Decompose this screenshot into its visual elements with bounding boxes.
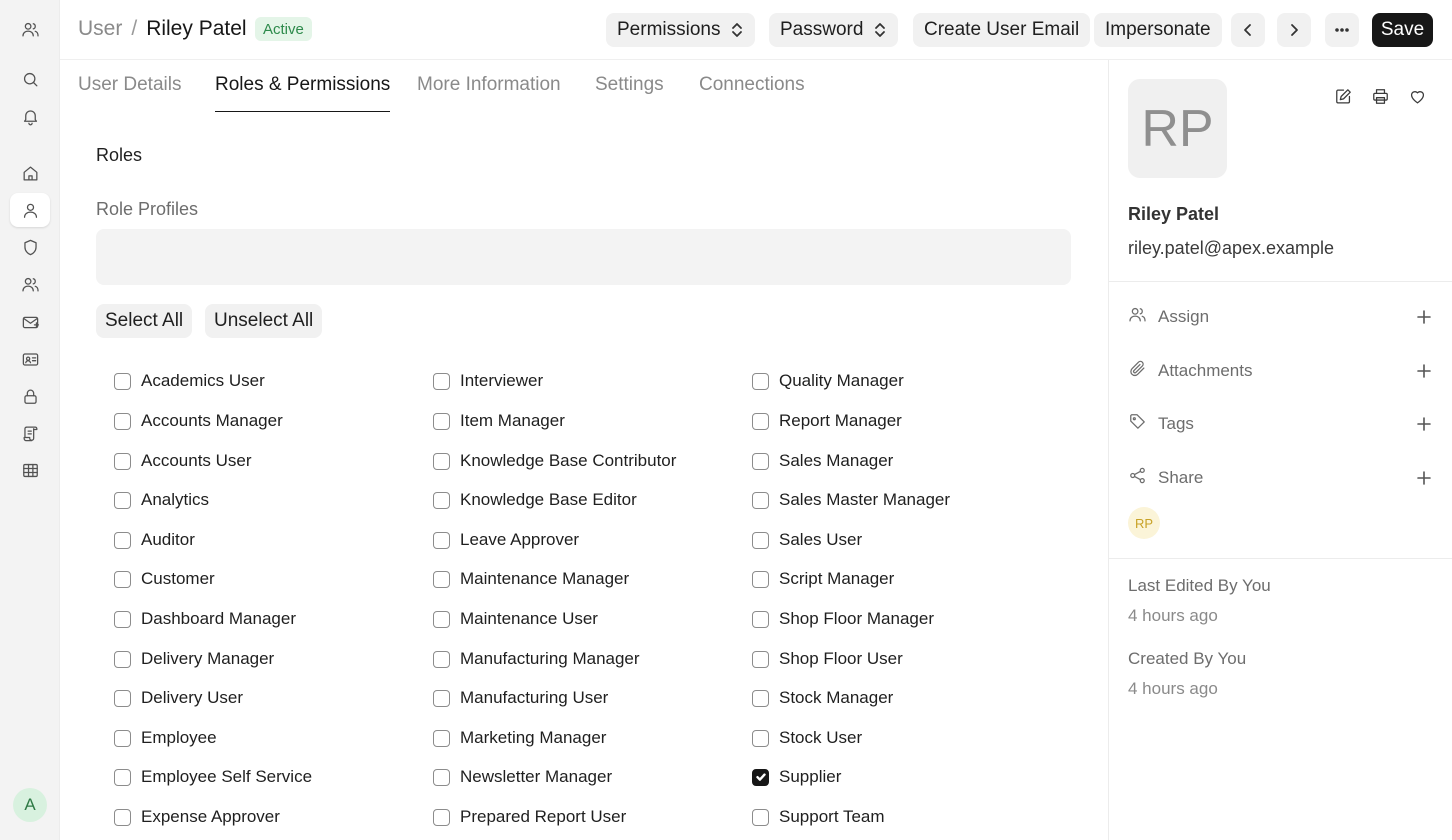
- role-checkbox[interactable]: [433, 611, 450, 628]
- role-checkbox[interactable]: [752, 769, 769, 786]
- table-icon[interactable]: [10, 453, 50, 487]
- role-label: Quality Manager: [779, 371, 904, 390]
- role-label: Shop Floor Manager: [779, 609, 934, 628]
- role-label: Employee Self Service: [141, 767, 313, 786]
- tab-user-details[interactable]: User Details: [78, 74, 182, 95]
- role-checkbox-row[interactable]: [752, 607, 934, 631]
- role-label: Prepared Report User: [460, 807, 627, 826]
- role-checkbox-row[interactable]: [752, 488, 950, 512]
- role-checkbox[interactable]: [752, 730, 769, 747]
- role-checkbox[interactable]: [433, 769, 450, 786]
- lock-icon[interactable]: [10, 379, 50, 413]
- role-checkbox-row[interactable]: [433, 488, 637, 512]
- role-checkbox-row[interactable]: [114, 647, 274, 671]
- page-header: [60, 0, 1452, 60]
- more-horizontal-icon: [1334, 22, 1350, 38]
- role-checkbox-row[interactable]: [114, 369, 265, 393]
- role-checkbox-row[interactable]: [752, 765, 841, 789]
- last-edited-time: 4 hours ago: [1128, 606, 1218, 625]
- previous-button[interactable]: [1231, 13, 1265, 47]
- role-checkbox-row[interactable]: [114, 449, 252, 473]
- tag-icon: [1128, 412, 1147, 436]
- breadcrumb-parent[interactable]: User: [78, 17, 123, 40]
- role-label: Marketing Manager: [460, 728, 607, 747]
- role-checkbox-row[interactable]: [114, 686, 243, 710]
- role-label: Auditor: [141, 530, 195, 549]
- role-label: Delivery User: [141, 688, 244, 707]
- assign-row[interactable]: [1128, 303, 1434, 331]
- role-label: Shop Floor User: [779, 649, 903, 668]
- share-icon: [1128, 466, 1147, 490]
- role-label: Interviewer: [460, 371, 544, 390]
- search-icon[interactable]: [10, 62, 50, 96]
- role-profiles-label: Role Profiles: [96, 199, 199, 219]
- scroll-icon[interactable]: [10, 416, 50, 450]
- team-icon[interactable]: [10, 267, 50, 301]
- role-checkbox[interactable]: [114, 651, 131, 668]
- role-checkbox[interactable]: [114, 611, 131, 628]
- role-label: Manufacturing Manager: [460, 649, 640, 668]
- role-checkbox-row[interactable]: [752, 647, 903, 671]
- role-checkbox-row[interactable]: [752, 369, 904, 393]
- role-checkbox-row[interactable]: [752, 528, 862, 552]
- role-label: Maintenance Manager: [460, 569, 630, 588]
- save-button[interactable]: Save: [1372, 13, 1433, 47]
- role-checkbox-row[interactable]: [752, 686, 893, 710]
- role-checkbox[interactable]: [433, 373, 450, 390]
- role-label: Knowledge Base Editor: [460, 490, 637, 509]
- paperclip-icon: [1128, 359, 1147, 383]
- current-user-avatar[interactable]: A: [13, 788, 47, 822]
- role-label: Report Manager: [779, 411, 902, 430]
- role-label: Employee: [141, 728, 217, 747]
- divider: [1109, 281, 1452, 282]
- add-attachment-icon[interactable]: [1414, 361, 1434, 381]
- left-sidebar: [0, 0, 60, 840]
- role-checkbox[interactable]: [114, 809, 131, 826]
- role-checkbox-row[interactable]: [433, 449, 676, 473]
- role-checkbox[interactable]: [752, 453, 769, 470]
- main-content: [60, 112, 1108, 840]
- role-label: Expense Approver: [141, 807, 280, 826]
- chevron-up-down-icon: [873, 21, 887, 39]
- role-checkbox[interactable]: [433, 453, 450, 470]
- role-checkbox-row[interactable]: [114, 488, 209, 512]
- role-checkbox-row[interactable]: [114, 805, 280, 829]
- bell-icon[interactable]: [10, 99, 50, 133]
- role-checkbox[interactable]: [752, 413, 769, 430]
- role-checkbox-row[interactable]: [752, 449, 893, 473]
- user-avatar[interactable]: RP: [1128, 79, 1227, 178]
- check-icon: [755, 771, 767, 783]
- section-title: Roles: [96, 145, 143, 165]
- role-checkbox[interactable]: [433, 690, 450, 707]
- role-checkbox-row[interactable]: [752, 567, 894, 591]
- tab-roles-permissions[interactable]: Roles & Permissions: [215, 74, 390, 112]
- role-checkbox[interactable]: [752, 611, 769, 628]
- role-checkbox[interactable]: [752, 532, 769, 549]
- password-label: Password: [780, 19, 864, 40]
- role-checkbox[interactable]: [114, 413, 131, 430]
- role-checkbox[interactable]: [114, 730, 131, 747]
- role-checkbox[interactable]: [433, 809, 450, 826]
- tab-settings[interactable]: Settings: [595, 74, 664, 95]
- edit-icon[interactable]: [1331, 84, 1355, 108]
- breadcrumb: [78, 17, 247, 41]
- id-card-icon[interactable]: [10, 342, 50, 376]
- role-label: Accounts Manager: [141, 411, 283, 430]
- role-checkbox-row[interactable]: [752, 409, 902, 433]
- role-label: Sales Master Manager: [779, 490, 951, 509]
- sidebar-user-name: Riley Patel: [1128, 204, 1220, 224]
- role-profiles-input[interactable]: [96, 229, 1071, 285]
- form-sidebar: [1108, 60, 1452, 840]
- add-tag-icon[interactable]: [1414, 414, 1434, 434]
- add-share-icon[interactable]: [1414, 468, 1434, 488]
- role-label: Sales User: [779, 530, 863, 549]
- role-checkbox[interactable]: [752, 373, 769, 390]
- form-tabs: [60, 60, 1108, 112]
- more-options-button[interactable]: [1325, 13, 1359, 47]
- role-checkbox[interactable]: [433, 651, 450, 668]
- divider: [1109, 558, 1452, 559]
- role-checkbox-row[interactable]: [114, 528, 195, 552]
- role-label: Sales Manager: [779, 451, 894, 470]
- role-label: Customer: [141, 569, 215, 588]
- role-checkbox-row[interactable]: [114, 409, 283, 433]
- tags-label: Tags: [1158, 414, 1194, 433]
- last-edited-label: Last Edited By You: [1128, 576, 1271, 595]
- role-label: Manufacturing User: [460, 688, 609, 707]
- role-checkbox[interactable]: [752, 651, 769, 668]
- role-checkbox-row[interactable]: [752, 726, 862, 750]
- role-label: Script Manager: [779, 569, 895, 588]
- role-checkbox[interactable]: [433, 532, 450, 549]
- password-dropdown[interactable]: [769, 13, 898, 47]
- role-checkbox[interactable]: [114, 492, 131, 509]
- shield-icon[interactable]: [10, 230, 50, 264]
- role-checkbox-row[interactable]: [433, 686, 608, 710]
- home-icon[interactable]: [10, 156, 50, 190]
- add-assign-icon[interactable]: [1414, 307, 1434, 327]
- share-row[interactable]: [1128, 464, 1434, 492]
- role-label: Delivery Manager: [141, 649, 275, 668]
- permissions-dropdown[interactable]: [606, 13, 755, 47]
- users-icon[interactable]: [10, 12, 50, 46]
- attachments-label: Attachments: [1158, 361, 1253, 380]
- role-checkbox[interactable]: [433, 730, 450, 747]
- create-user-email-button[interactable]: Create User Email: [913, 13, 1090, 47]
- page-title: Riley Patel: [146, 17, 247, 40]
- role-checkbox[interactable]: [114, 769, 131, 786]
- status-badge: Active: [255, 17, 312, 41]
- user-icon[interactable]: [10, 193, 50, 227]
- print-icon[interactable]: [1368, 84, 1392, 108]
- role-checkbox-row[interactable]: [433, 647, 640, 671]
- sidebar-user-email: riley.patel@apex.example: [1128, 238, 1335, 258]
- role-label: Stock Manager: [779, 688, 894, 707]
- select-all-button[interactable]: Select All: [96, 304, 192, 338]
- role-label: Supplier: [779, 767, 842, 786]
- role-checkbox-row[interactable]: [433, 805, 626, 829]
- role-checkbox[interactable]: [114, 453, 131, 470]
- role-checkbox-row[interactable]: [433, 765, 612, 789]
- role-checkbox-row[interactable]: [433, 726, 606, 750]
- role-checkbox-row[interactable]: [114, 765, 312, 789]
- role-label: Support Team: [779, 807, 885, 826]
- role-checkbox-row[interactable]: [752, 805, 885, 829]
- shared-user-avatar[interactable]: RP: [1128, 507, 1160, 539]
- impersonate-button[interactable]: Impersonate: [1094, 13, 1222, 47]
- role-checkbox-row[interactable]: [114, 607, 296, 631]
- role-checkbox[interactable]: [752, 492, 769, 509]
- chevron-up-down-icon: [730, 21, 744, 39]
- role-checkbox-row[interactable]: [433, 567, 629, 591]
- role-checkbox[interactable]: [114, 690, 131, 707]
- role-label: Newsletter Manager: [460, 767, 613, 786]
- role-label: Analytics: [141, 490, 210, 509]
- role-checkbox[interactable]: [752, 690, 769, 707]
- role-checkbox[interactable]: [433, 413, 450, 430]
- role-label: Item Manager: [460, 411, 565, 430]
- role-label: Knowledge Base Contributor: [460, 451, 677, 470]
- tab-connections[interactable]: Connections: [699, 74, 805, 95]
- attachments-row[interactable]: [1128, 357, 1434, 385]
- assign-icon: [1128, 305, 1147, 329]
- role-checkbox-row[interactable]: [433, 528, 579, 552]
- next-button[interactable]: [1277, 13, 1311, 47]
- unselect-all-button[interactable]: Unselect All: [205, 304, 322, 338]
- role-checkbox[interactable]: [752, 809, 769, 826]
- role-label: Accounts User: [141, 451, 252, 470]
- tags-row[interactable]: [1128, 410, 1434, 438]
- role-checkbox[interactable]: [114, 373, 131, 390]
- role-label: Maintenance User: [460, 609, 598, 628]
- role-checkbox[interactable]: [114, 532, 131, 549]
- created-time: 4 hours ago: [1128, 679, 1218, 698]
- role-checkbox-row[interactable]: [114, 567, 215, 591]
- breadcrumb-separator: /: [131, 17, 138, 40]
- role-checkbox[interactable]: [752, 571, 769, 588]
- created-label: Created By You: [1128, 649, 1247, 668]
- role-label: Dashboard Manager: [141, 609, 296, 628]
- permissions-label: Permissions: [617, 19, 721, 40]
- role-checkbox-row[interactable]: [114, 726, 217, 750]
- role-checkbox[interactable]: [433, 492, 450, 509]
- role-checkbox-row[interactable]: [433, 369, 543, 393]
- tab-more-information[interactable]: More Information: [417, 74, 561, 95]
- share-label: Share: [1158, 468, 1204, 487]
- role-label: Leave Approver: [460, 530, 580, 549]
- role-checkbox-row[interactable]: [433, 409, 565, 433]
- chevron-right-icon: [1286, 22, 1302, 38]
- heart-icon[interactable]: [1405, 84, 1429, 108]
- chevron-left-icon: [1240, 22, 1256, 38]
- assign-label: Assign: [1158, 307, 1210, 326]
- mail-icon[interactable]: [10, 305, 50, 339]
- role-checkbox-row[interactable]: [433, 607, 598, 631]
- role-checkbox[interactable]: [433, 571, 450, 588]
- role-label: Stock User: [779, 728, 863, 747]
- role-checkbox[interactable]: [114, 571, 131, 588]
- role-label: Academics User: [141, 371, 265, 390]
